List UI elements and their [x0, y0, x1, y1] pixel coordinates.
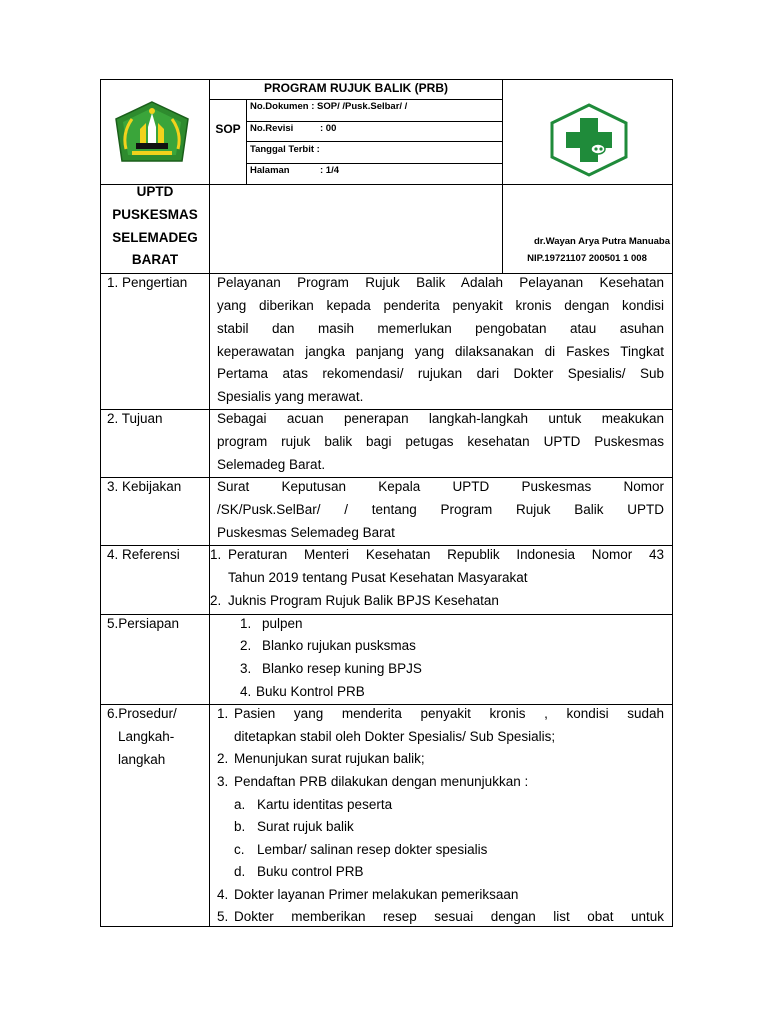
prosedur-number: 4. [217, 887, 229, 902]
tujuan-line: program rujuk balik bagi petugas kesehatan UPTD Puskesmas [217, 434, 664, 449]
no-dokumen: No.Dokumen : SOP/ /Pusk.Selbar/ / [250, 101, 408, 112]
persiapan-item: Blanko rujukan pusksmas [262, 638, 416, 653]
title-underline [209, 99, 503, 100]
pengertian-line: keperawatan jangka panjang yang dilaksanakan di Faskes Tingkat [217, 344, 664, 359]
section-label-persiapan: 5.Persiapan [107, 616, 180, 631]
prosedur-number: 3. [217, 774, 229, 789]
pengertian-line: stabil dan masih memerlukan pengobatan atau asuhan [217, 321, 664, 336]
prosedur-subnumber: c. [234, 842, 245, 857]
persiapan-item: pulpen [262, 616, 303, 631]
prosedur-subitem: Kartu identitas peserta [257, 797, 393, 812]
persiapan-item: Buku Kontrol PRB [256, 684, 365, 699]
section-label-referensi: 4. Referensi [107, 547, 180, 562]
no-revisi-label: No.Revisi [250, 123, 294, 134]
referensi-number: 2. [210, 593, 222, 608]
section-label-prosedur: Langkah- [118, 729, 175, 744]
kebijakan-line: /SK/Pusk.SelBar/ / tentang Program Rujuk Balik UPTD [217, 502, 664, 517]
section-label-prosedur: 6.Prosedur/ [107, 706, 177, 721]
puskesmas-logo [548, 102, 630, 178]
persiapan-item: Blanko resep kuning BPJS [262, 661, 422, 676]
prosedur-line: Dokter layanan Primer melakukan pemeriksaan [234, 887, 519, 902]
no-revisi-value: : 00 [320, 123, 337, 134]
prosedur-subitem: Lembar/ salinan resep dokter spesialis [257, 842, 488, 857]
section-label-prosedur: langkah [118, 752, 166, 767]
row-divider-4 [100, 614, 673, 615]
doc-line-3 [246, 163, 503, 164]
persiapan-number: 2. [240, 638, 252, 653]
org-name-line-2: PUSKESMAS [112, 207, 198, 222]
org-name-line-1: UPTD [136, 184, 174, 199]
tujuan-line: Selemadeg Barat. [217, 457, 326, 472]
sop-divider [246, 99, 247, 185]
prosedur-line: Dokter memberikan resep sesuai dengan list obat untuk [234, 909, 664, 924]
prosedur-line: Menunjukan surat rujukan balik; [234, 751, 425, 766]
halaman-value: : 1/4 [320, 165, 340, 176]
document-title: PROGRAM RUJUK BALIK (PRB) [264, 81, 448, 95]
tujuan-line: Sebagai acuan penerapan langkah-langkah untuk meakukan [217, 411, 664, 426]
halaman-label: Halaman [250, 165, 290, 176]
government-emblem-logo [110, 99, 194, 171]
prosedur-number: 2. [217, 751, 229, 766]
referensi-line: Peraturan Menteri Kesehatan Republik Indonesia Nomor 43 [228, 547, 664, 562]
org-name-line-3: SELEMADEG [112, 230, 198, 245]
kebijakan-line: Puskesmas Selemadeg Barat [217, 525, 395, 540]
persiapan-number: 4. [240, 684, 252, 699]
section-label-kebijakan: 3. Kebijakan [107, 479, 182, 494]
signer-nip: NIP.19721107 200501 1 008 [527, 253, 647, 264]
prosedur-subitem: Buku control PRB [257, 864, 364, 879]
prosedur-subitem: Surat rujuk balik [257, 819, 354, 834]
prosedur-subnumber: b. [234, 819, 246, 834]
referensi-line: Juknis Program Rujuk Balik BPJS Kesehatan [228, 593, 499, 608]
prosedur-line: Pasien yang menderita penyakit kronis , kondisi sudah [234, 706, 664, 721]
pengertian-line: Spesialis yang merawat. [217, 389, 364, 404]
prosedur-subnumber: a. [234, 797, 246, 812]
org-name-line-4: BARAT [131, 252, 179, 267]
referensi-number: 1. [210, 547, 222, 562]
persiapan-number: 1. [240, 616, 252, 631]
section-label-pengertian: 1. Pengertian [107, 275, 188, 290]
table-border-right [672, 79, 673, 927]
doc-line-2 [246, 141, 503, 142]
prosedur-line: Pendaftan PRB dilakukan dengan menunjukkan : [234, 774, 529, 789]
referensi-line: Tahun 2019 tentang Pusat Kesehatan Masyarakat [228, 570, 528, 585]
prosedur-number: 5. [217, 909, 229, 924]
prosedur-line: ditetapkan stabil oleh Dokter Spesialis/ Sub Spesialis; [234, 729, 556, 744]
sop-label: SOP [215, 122, 241, 136]
tanggal-terbit: Tanggal Terbit : [250, 144, 320, 155]
pengertian-line: Pelayanan Program Rujuk Balik Adalah Pelayanan Kesehatan [217, 275, 664, 290]
section-label-tujuan: 2. Tujuan [107, 411, 163, 426]
prosedur-number: 1. [217, 706, 229, 721]
persiapan-number: 3. [240, 661, 252, 676]
signer-name: dr.Wayan Arya Putra Manuaba [533, 236, 670, 247]
prosedur-subnumber: d. [234, 864, 246, 879]
header-right-divider [502, 79, 503, 274]
kebijakan-line: Surat Keputusan Kepala UPTD Puskesmas Nomor [217, 479, 664, 494]
doc-line-1 [246, 121, 503, 122]
pengertian-line: yang diberikan kepada penderita penyakit kronis dengan kondisi [217, 298, 664, 313]
pengertian-line: Pertama atas rekomendasi/ rujukan dari Dokter Spesialis/ Sub [217, 366, 664, 381]
